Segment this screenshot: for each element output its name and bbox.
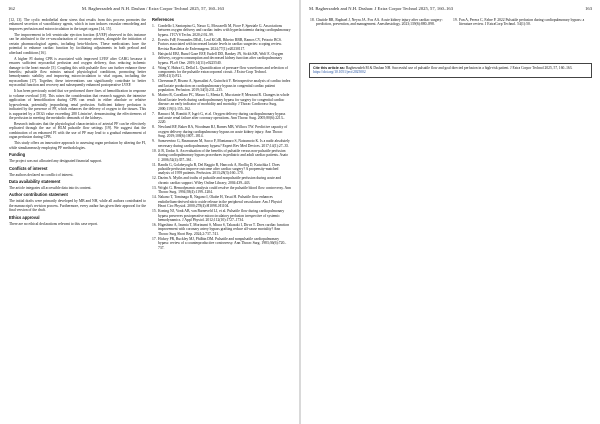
reference-list <box>310 18 447 27</box>
reference-text: Ji B, Undar A. An evaluation of the benefits of pulsatile versus non-pulsatile perfusion during cardiopulmonary bypass procedures in pediatric and adult cardiac patients. Asaio J. 2006;52(4):357–361. <box>158 148 289 162</box>
author-contribution-text: The initial drafts were primarily developed by MB and NH, while all authors contributed to the manuscript's revision process. Furthermore, every author has given their approval for the final version of the draft. <box>9 199 146 213</box>
coi-heading: Conflicts of interest <box>9 165 48 171</box>
reference-item <box>152 176 291 185</box>
coi-text: The authors declared no conflict of interest. <box>9 172 74 177</box>
reference-list <box>152 24 291 250</box>
reference-number: 2. <box>152 37 155 42</box>
reference-text: Chutide BR, Raphael J, Neyra JA. Fox AA. Acute kidney injury after cardiac surgery: prediction, prevention, and management. Anesthesiology. 2023;139(6):880–898. <box>316 18 443 27</box>
right-references-col2 <box>453 18 592 27</box>
reference-item <box>152 186 291 195</box>
doi-link[interactable]: https://doi.org/10.1051/ject/2025002 <box>313 70 366 75</box>
reference-item <box>152 79 291 92</box>
reference-number: 11. <box>152 162 157 167</box>
reference-text: Wright G. Hemodynamic analysis could resolve the pulsatile blood flow controversy. Ann Thorac Surg. 1994;58(4):1199–1204. <box>158 185 291 195</box>
reference-number: 1. <box>152 23 155 28</box>
ethics-heading: Ethics approval <box>9 214 40 220</box>
reference-text: Haisjackl EBJ, Bunzl Gaze EEF, Eudell DD, Bankey JN, Sickh KB, Wolf E. Oxygen delivery, oxygen consumption and decreased kidney function after cardiopulmonary bypass. PLoS One. 2019;14(11):e0225540. <box>158 51 284 65</box>
reference-list <box>453 18 592 27</box>
reference-item <box>152 112 291 125</box>
reference-number: 6. <box>152 93 155 98</box>
reference-item <box>152 163 291 176</box>
reference-item <box>152 93 291 111</box>
reference-number: 10. <box>152 148 157 153</box>
reference-text: Sanseverino G, Rasmussen M, Sacco F, Montanaro S, Natsumoto K. Is a nadir absolutely necessary during cardiopulmonary bypass? Expert Rev Med Devices. 2017;14(1):27–35. <box>158 139 290 148</box>
reference-number: 14. <box>152 195 157 200</box>
reference-item <box>152 125 291 138</box>
reference-text: Higashino A, Izumia T, Morizumi S, Miura S, Takasaki I, Dirva T. Does cardiac function improvement with coronary artery bypass grafting reduce all-cause mortality? Ann Thorac Surg Short Rep. 2024;2:737–741. <box>158 222 290 236</box>
running-head: M. Bagherzadeh and N.H. Dashan / Extra Corpor Technol 2025, 57, 160–163 <box>81 6 225 11</box>
reference-number: 19. <box>453 18 458 22</box>
reference-item <box>152 24 291 37</box>
reference-text: Wang Y, Hahra G, Dellal L. Quantification of pressure-flow waveforms and selection of components for the pulsatile extracorporeal circuit. J Extra-Corp Technol. 2009;41(1):P21. <box>158 65 288 79</box>
reference-item <box>152 209 291 222</box>
left-running-header <box>8 6 291 11</box>
reference-number: 4. <box>152 65 155 70</box>
ethics-text: There are no ethical declarations relevant to this case report. <box>9 221 98 226</box>
reference-item <box>152 139 291 148</box>
left-column <box>9 18 146 228</box>
page-number: 163 <box>585 6 592 11</box>
body-paragraph: [12, 13]. The cyclic endothelial shear stress that results from this process promotes the enhanced secretion of vasodilatory agents, which in turn induces vascular remodeling and improves perfusion and microcirculation in the target organs [14, 15]. <box>9 18 146 31</box>
reference-text: Randis G, Golabeyoglu B, Del Raggio R, Hancock A, Brolliq D, Katschka J. Does pulsatile perfusion improve outcome after cardiac surgery? A propensity-matched analysis of 1959 patients. Perfusion. 2013;28(3):160–170. <box>158 162 280 176</box>
reference-number: 9. <box>152 139 155 144</box>
reference-number: 16. <box>152 222 157 227</box>
citation-box <box>309 63 592 78</box>
reference-item <box>152 52 291 65</box>
right-running-header <box>309 6 592 11</box>
cite-label: Cite this article as: <box>313 66 345 70</box>
reference-text: Cheesman P, Bisono A, Spassalini A, Guinchrit Y. Retrospective analysis of cardiac index and lactate production on cardiopulmonary bypass in congenital cardiac patient population. Perfusion. 2019;34(3):231–235. <box>158 79 291 93</box>
reference-item <box>310 18 447 27</box>
reference-item <box>152 38 291 51</box>
reference-item <box>152 223 291 236</box>
body-paragraph: It has been previously noted that we performed three fixes of hemofiltration in response to volume overload [18]. This raises the consideration that research suggests the intensive application of hemofiltration during CPB can result in either absolute or relative hypovolemia, potentially jeopardizing renal perfusion. Sufficient kidney perfusion is indicated by the presence of PF, which enhances the delivery of oxygen to the tissues. This is supported by a DO2i value exceeding 280 L/min/m², demonstrating the effectiveness of the perfusion in meeting the metabolic demands of the kidneys. <box>9 89 146 121</box>
reference-text: Nakano T, Tominaga R, Nagano I, Okabe H, Yasui H. Pulsatile flow enhances endothelium-derived nitric oxide release in the peripheral vasculature. Am J Physiol Heart Circ Physiol. 2000;278(4):H1098–H1104. <box>158 195 283 209</box>
reference-text: Hickey PR, Buckley MJ, Philbin DM. Pulsatile and nonpulsatile cardiopulmonary bypass: review of a counterproductive controversy. Ann Thorac Surg. 1983;36(6):720–737. <box>158 236 287 250</box>
page-number: 162 <box>8 6 15 11</box>
reference-text: Ecevits FdF, Fernandes DEdL, Leal KCdR, Ribeiro RBB, Ramos CV, Peixoto BCS. Factors associated with increased lactate levels in cardiac surgeries: scoping review. Revista Brasileira de Enfermagem. 2024;77(1):e20230117. <box>158 37 282 51</box>
funding-heading: Funding <box>9 152 26 158</box>
reference-text: Ranucci M, Romitti F, Isgrò G, et al. Oxygen delivery during cardiopulmonary bypass and acute renal failure after coronary operations. Ann Thorac Surg. 2005;80(6):2213–2220. <box>158 111 286 125</box>
body-paragraph: Research indicates that the physiological characteristics of arterial PF can be effectively replicated through the use of HLM pulsatile flow settings [19]. We suggest that the combination of an enhanced FI with the use of PF may lead to a gradual enhancement of organ perfusion during CPB. <box>9 121 146 140</box>
reference-item <box>152 195 291 208</box>
author-contribution-heading: Author contribution statement <box>9 192 68 198</box>
reference-text: Koning NJ, Vonk AB, van Barneveld LJ, et al. Pulsatile flow during cardiopulmonary bypass preserves postoperative microcirculatory perfusion irrespective of systemic hemodynamics. J Appl Physiol. 2012;112(10):1727–1734. <box>158 209 285 222</box>
reference-item <box>152 66 291 79</box>
funding-text: The project was not allocated any designated financial support. <box>9 159 103 164</box>
reference-item <box>152 237 291 250</box>
data-availability-text: The article integrates all accessible data into its content. <box>9 185 92 190</box>
reference-number: 17. <box>152 236 157 241</box>
reference-number: 7. <box>152 111 155 116</box>
reference-number: 15. <box>152 209 157 214</box>
reference-number: 5. <box>152 79 155 84</box>
data-availability-heading: Data availability statement <box>9 179 61 184</box>
reference-text: Newland RF, Baker RA, Woodman RJ, Barnes MB, Willcox TW. Predictive capacity of oxygen delivery during cardiopulmonary bypass on acute kidney injury. Ann Thorac Surg. 2019;108(6):1807–1814. <box>158 125 288 139</box>
reference-number: 13. <box>152 185 157 190</box>
body-paragraph: This study offers an innovative approach to assessing organ perfusion by altering the FI, while simultaneously employing PF methodologies. <box>9 141 146 150</box>
reference-number: 12. <box>152 176 157 181</box>
references-column <box>152 18 291 251</box>
reference-number: 8. <box>152 125 155 130</box>
reference-number: 3. <box>152 51 155 56</box>
references-heading: References <box>152 17 175 22</box>
reference-number: 18. <box>310 18 315 22</box>
reference-text: Condello I, Santarpino G, Nasso G, Moscarelli M, Fiore F, Speziale G. Associations between oxygen delivery and cardiac index with hyperlactatemia during cardiopulmonary bypass. JTCVS Techn. 2020;2:92–99. <box>158 23 291 37</box>
left-page <box>0 0 299 424</box>
running-head: M. Bagherzadeh and N.H. Dashan: J Extra Corpor Technol 2025, 57, 160–163 <box>309 6 454 11</box>
reference-item <box>453 18 592 27</box>
right-page <box>301 0 600 424</box>
cite-text: Bagherzadeh M & Dashan NH. Successful use of pulsatile flow and goal directed perfusion in a high-risk patient. J Extra Corpor Technol 2025, 57, 160–163. <box>345 66 573 70</box>
reference-item <box>152 149 291 162</box>
reference-text: Dazim A. Myths and truths of pulsatile and nonpulsatile perfusion during acute and chronic cardiac support. Wiley Online Library; 2004:439–443. <box>158 176 281 185</box>
reference-text: Fan A, Perera C, Fabre P. 2022 Pulsatile perfusion during cardiopulmonary bypass: a literature review. J ExtraCorp Technol. 54(1):50. <box>459 18 585 27</box>
body-paragraph: The improvement in left ventricular ejection fraction (LVEF) observed in this instance can be attributed to the re-vascularization of coronary arteries, alongside the initiation of certain pharmacological agents, including beta-blockers. These medications have the potential to enhance cardiac function by facilitating adjustments in both preload and afterload conditions [16]. <box>9 32 146 55</box>
body-paragraph: A higher FI during CPB is associated with improved LVEF after CABG because it ensures sufficient myocardial perfusion and oxygen delivery, thus reducing ischemic damage to the heart muscle [5]. Coupling this with pulsatile flow can further enhance these benefits; pulsatile flow mimics natural physiological conditions, promoting better hemodynamic stability and improving microcirculation to vital organs, including the myocardium [17]. Together, these interventions can significantly contribute to better myocardial function and recovery and subsequently enhanced postoperative LVEF. <box>9 56 146 88</box>
reference-text: Matteo R, Cavallaro PC, Mauro G, Menta E, Mucciante P, Mezzani R. Changes in whole blood lactate levels during cardiopulmonary bypass for surgery for congenital cardiac disease: an early indicator of morbidity and mortality. J Thorac Cardiovasc Surg. 2000;119(1):155–162. <box>158 93 290 111</box>
right-references-col1 <box>310 18 447 27</box>
